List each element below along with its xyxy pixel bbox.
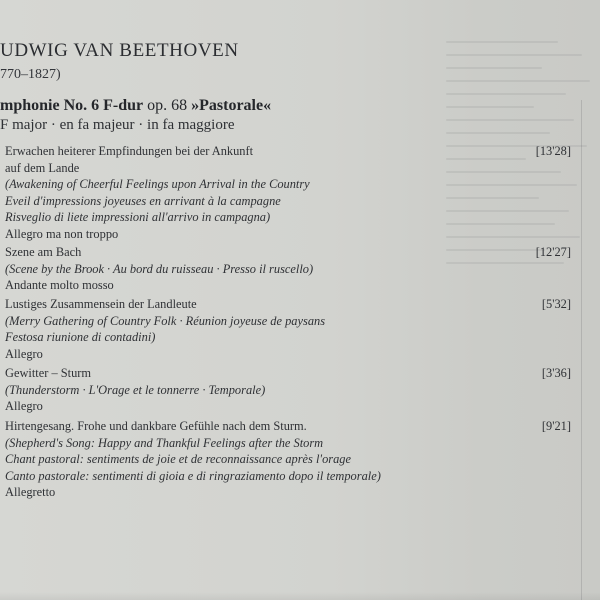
- movement-5: [5, 418, 571, 501]
- movement-title-cont: auf dem Lande: [5, 160, 80, 175]
- page-edge-shadow: [0, 592, 600, 600]
- movement-duration: [12'27]: [535, 245, 571, 259]
- work-opus: op. 68: [147, 97, 188, 114]
- movement-translations: (Thunderstorm · L'Orage et le tonnerre · Temporale): [5, 382, 266, 397]
- movement-title: Hirtengesang. Frohe und dankbare Gefühle nach dem Sturm.: [5, 419, 307, 433]
- work-title: [0, 97, 271, 115]
- movement-3: [5, 296, 571, 362]
- composer-dates: 770–1827): [0, 67, 61, 82]
- movement-tempo: Allegro: [5, 399, 43, 414]
- movement-tempo: Andante molto mosso: [5, 278, 114, 293]
- movement-translation-en: (Awakening of Cheerful Feelings upon Arrival in the Country: [5, 177, 310, 192]
- movement-title: Lustiges Zusammensein der Landleute: [5, 297, 197, 311]
- movement-4: [5, 365, 571, 415]
- movement-tempo: Allegretto: [5, 485, 56, 500]
- movement-title: Gewitter – Sturm: [5, 366, 92, 380]
- movement-translation-it: Canto pastorale: sentimenti di gioia e di ringraziamento dopo il temporale): [5, 468, 381, 483]
- movement-duration: [5'32]: [541, 297, 571, 311]
- movement-duration: [3'36]: [541, 366, 571, 380]
- movement-translation-it: Risveglio di liete impressioni all'arrivo in campagna): [5, 210, 271, 225]
- work-nickname: »Pastorale«: [191, 97, 272, 114]
- movement-duration: [13'28]: [535, 144, 571, 158]
- movement-translations: (Scene by the Brook · Au bord du ruisseau · Presso il ruscello): [5, 261, 314, 276]
- work-title-main: mphonie No. 6 F-dur: [0, 97, 144, 114]
- movement-translation-it: Festosa riunione di contadini): [5, 330, 156, 345]
- movement-translation-fr: Chant pastoral: sentiments de joie et de reconnaissance après l'orage: [5, 452, 351, 467]
- movement-title: Erwachen heiterer Empfindungen bei der Ankunft: [5, 144, 254, 158]
- movement-tempo: Allegro ma non troppo: [5, 226, 119, 241]
- movement-1: [5, 143, 571, 243]
- movement-translation-fr: Eveil d'impressions joyeuses en arrivant à la campagne: [5, 193, 281, 208]
- column-rule: [581, 100, 582, 600]
- composer-name: UDWIG VAN BEETHOVEN: [0, 40, 239, 61]
- movement-duration: [9'21]: [541, 419, 571, 433]
- movement-2: [5, 244, 571, 294]
- work-keys: F major · en fa majeur · in fa maggiore: [0, 117, 235, 133]
- movement-translation-en: (Shepherd's Song: Happy and Thankful Feelings after the Storm: [5, 435, 324, 450]
- movement-tempo: Allegro: [5, 346, 43, 361]
- movement-title: Szene am Bach: [5, 245, 82, 259]
- movement-translation-en-fr: (Merry Gathering of Country Folk · Réunion joyeuse de paysans: [5, 313, 326, 328]
